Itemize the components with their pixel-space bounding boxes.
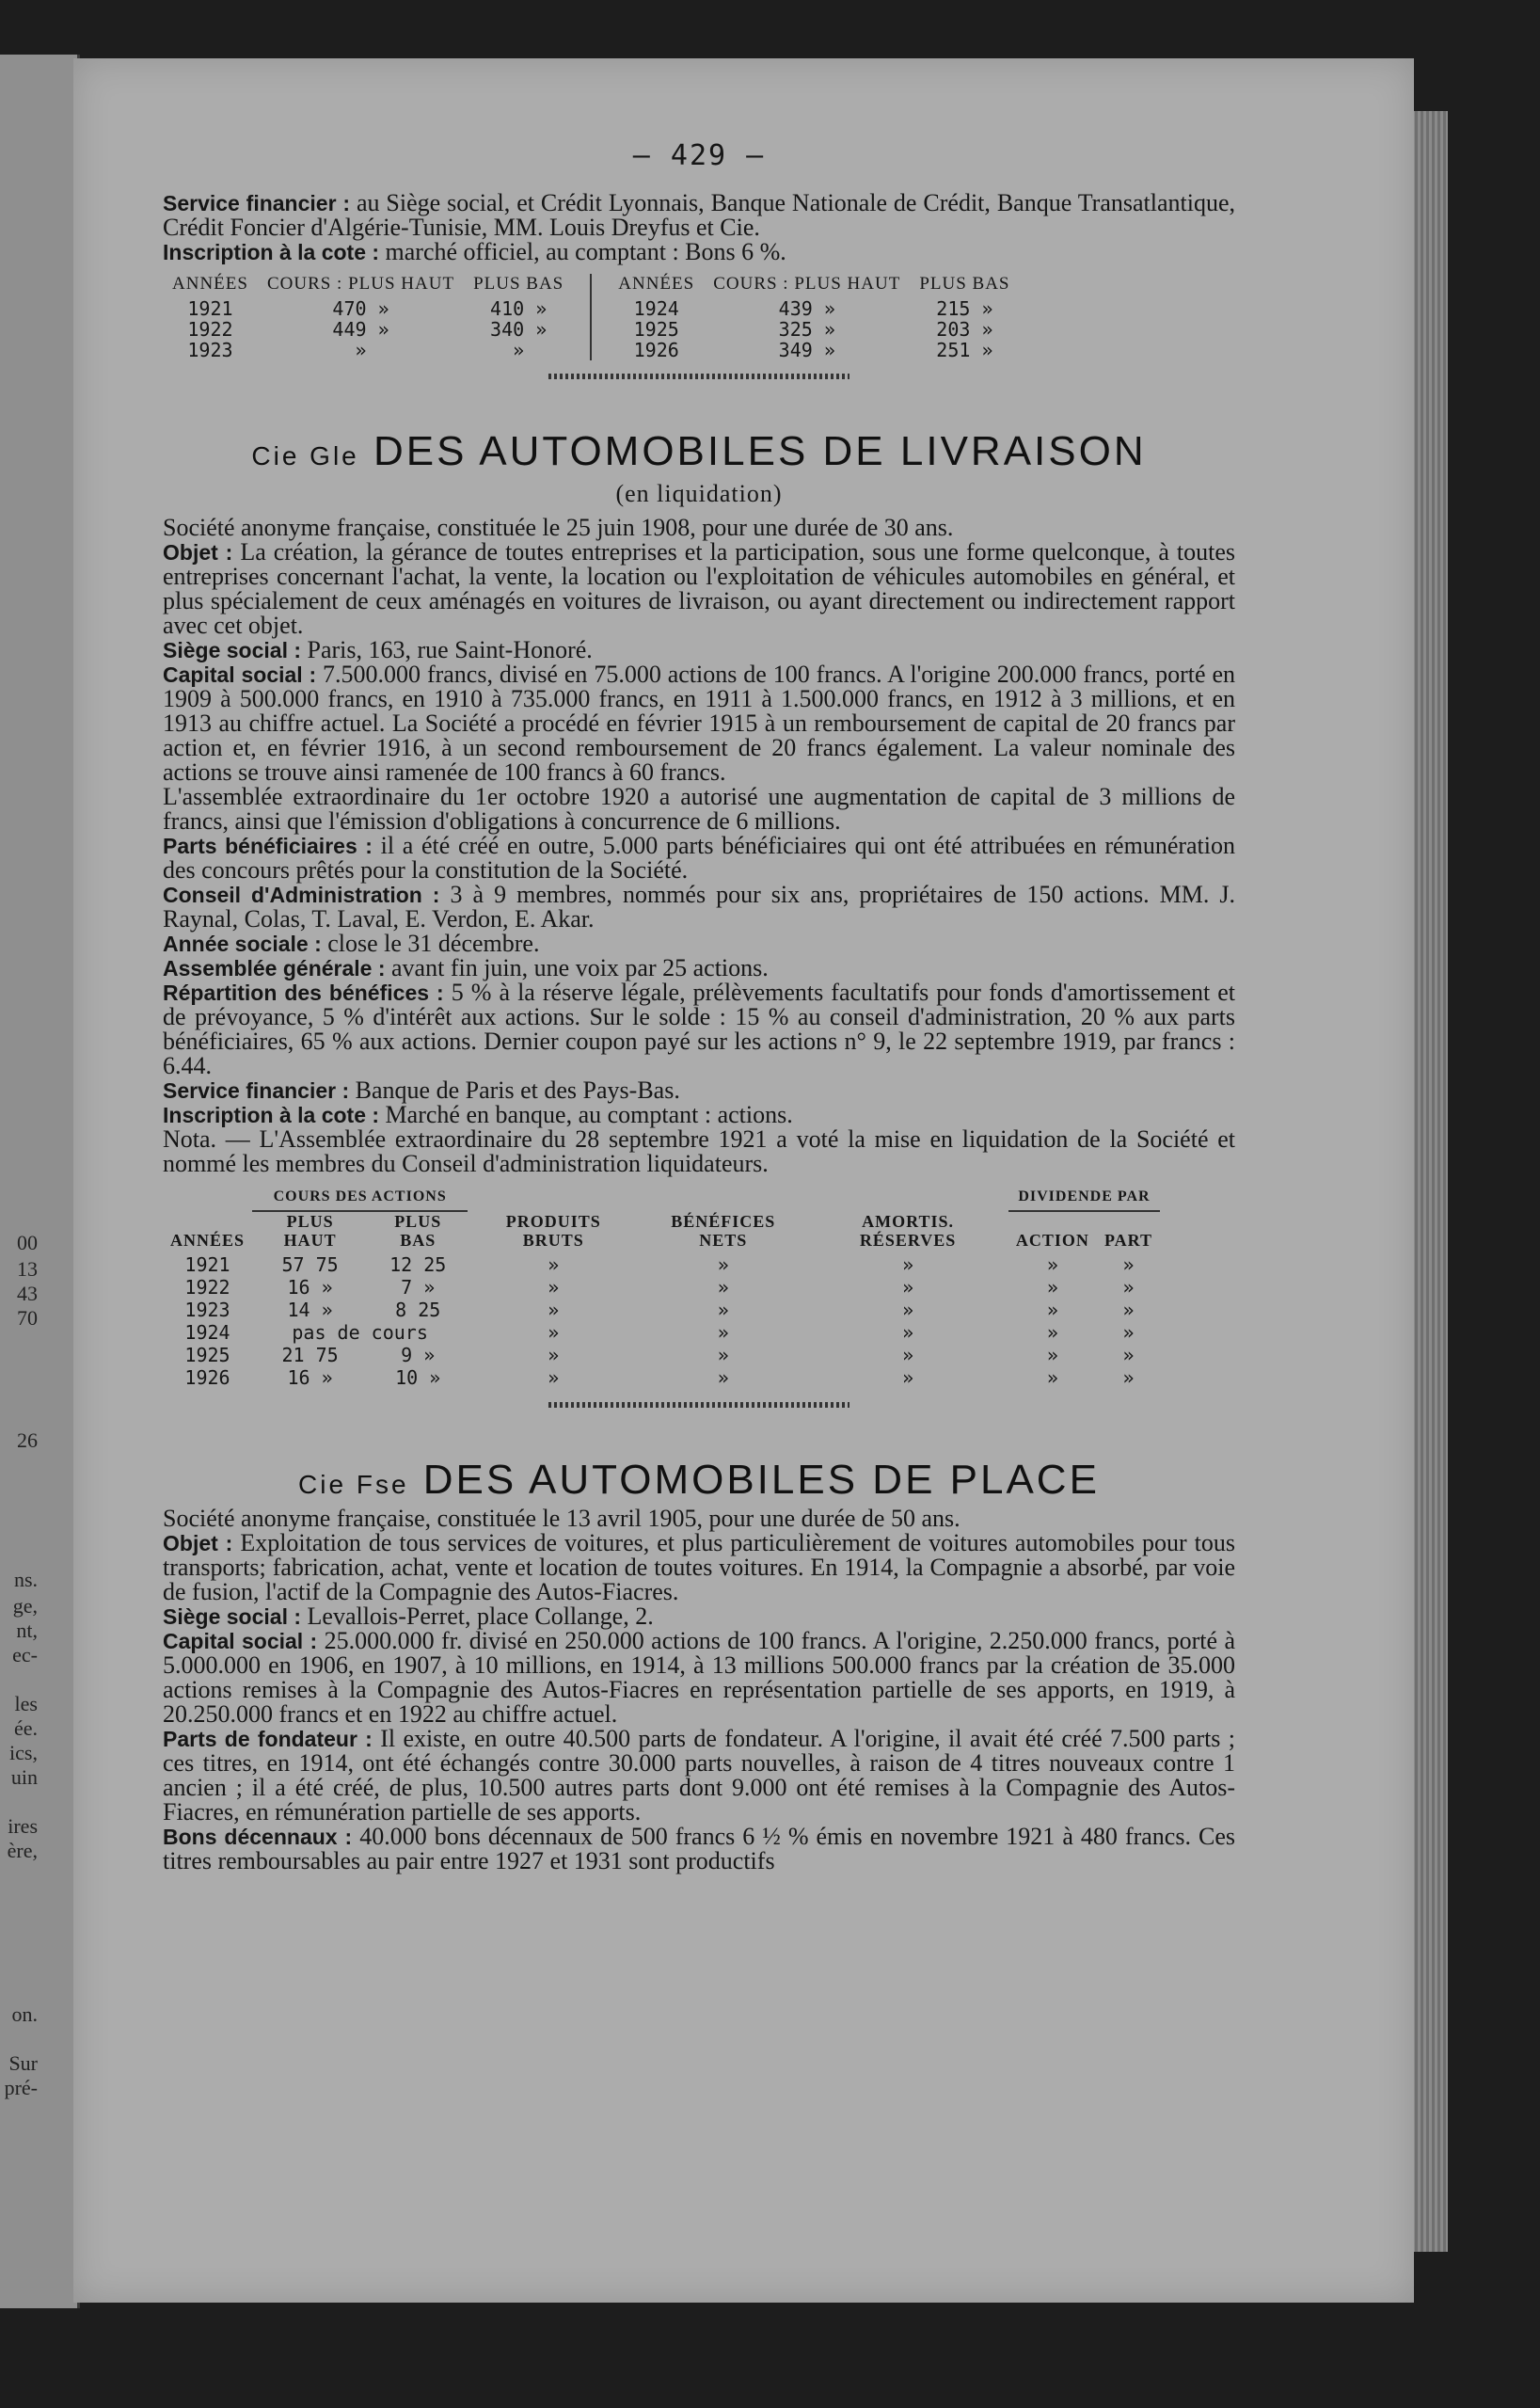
- field-text: close le 31 décembre.: [327, 930, 540, 957]
- field-label: Inscription à la cote :: [163, 1103, 380, 1127]
- column-header: PART: [1103, 1231, 1152, 1250]
- left-fragment: 70: [17, 1306, 38, 1330]
- paragraph: [163, 1629, 1235, 1727]
- paragraph: [163, 240, 1235, 264]
- field-text: 25.000.000 fr. divisé en 250.000 actions de 100 francs. A l'origine, 2.250.000 francs, porté à 5.000.000 en 1906, en 1907, à 10 millions, en 1914, à 13 millions 500.000 francs par la création de 35.000 actions remises à la Compagnie des Autos-Fiacres en représentation partielle de ses apports, en 1919, à 20.250.000 francs et en 1922 au chiffre actuel.: [163, 1627, 1236, 1728]
- table-row: [609, 298, 1019, 319]
- table-cell: »: [548, 1299, 560, 1321]
- field-label: Service financier :: [163, 1078, 350, 1103]
- table-cell: pas de cours: [292, 1321, 428, 1344]
- field-text: Exploitation de tous services de voitures, et plus particulièrement de voitures automobiles pour tous transports; fabrication, achat, vente et location de toutes voitures. En 1914, la Compagnie a absorbé, par voie de fusion, l'actif de la Compagnie des Autos-Fiacres.: [163, 1529, 1236, 1605]
- left-fragment: ère,: [7, 1839, 38, 1862]
- field-label: Capital social :: [163, 662, 317, 687]
- column-group-header: DIVIDENDE PAR: [1008, 1188, 1160, 1211]
- column-header: PLUS BAS: [919, 274, 1010, 294]
- table-cell: 325 »: [778, 318, 835, 341]
- left-fragment: les: [14, 1692, 38, 1715]
- paragraph: Société anonyme française, constituée le 13 avril 1905, pour une durée de 50 ans.: [163, 1505, 961, 1532]
- paragraph: [163, 662, 1235, 785]
- table-cell: 340 »: [490, 318, 548, 341]
- table-cell: »: [1046, 1321, 1058, 1344]
- section-title-main: DES AUTOMOBILES DE LIVRAISON: [373, 428, 1147, 474]
- left-fragment: 43: [17, 1282, 38, 1305]
- field-label: Conseil d'Administration :: [163, 883, 440, 907]
- left-fragment: 26: [17, 1428, 38, 1452]
- table-cell: »: [1122, 1344, 1135, 1366]
- table-cell: 1926: [184, 1366, 230, 1389]
- paragraph: [163, 834, 1235, 883]
- table-cell: 349 »: [778, 339, 835, 361]
- left-page-edge: [0, 55, 80, 2308]
- field-text: avant fin juin, une voix par 25 actions.: [391, 954, 769, 981]
- section-title-main: DES AUTOMOBILES DE PLACE: [422, 1457, 1100, 1503]
- table-cell: 12 25: [389, 1253, 447, 1276]
- column-header: ANNÉES: [618, 274, 695, 294]
- table-cell: 8 25: [395, 1299, 441, 1321]
- field-text: Il existe, en outre 40.500 parts de fondateur. A l'origine, il avait été créé 7.500 parts ; ces titres, en 1914, ont été échangés contre 30.000 parts nouvelles, à raison de 4 titres nouveaux contre 1 ancien ; il a été créé, de plus, 10.500 autres parts dont 9.000 ont été remises à la Compagnie des Autos-Fiacres, en rémunération partielle de ses apports.: [163, 1725, 1235, 1826]
- paragraph: [163, 1103, 1235, 1127]
- table-cell: 215 »: [936, 297, 993, 320]
- table-row: [163, 319, 573, 340]
- field-text: Banque de Paris et des Pays-Bas.: [355, 1076, 680, 1104]
- table-cell: »: [1122, 1276, 1135, 1299]
- table-cell: 10 »: [395, 1366, 441, 1389]
- table-cell: »: [902, 1276, 914, 1299]
- table-row: [163, 1299, 1160, 1321]
- table-cell: 21 75: [281, 1344, 339, 1366]
- left-fragment: uin: [10, 1765, 38, 1789]
- table-cell: »: [717, 1321, 729, 1344]
- table-cell: 14 »: [287, 1299, 333, 1321]
- field-label: Siège social :: [163, 638, 302, 662]
- column-group-header: COURS DES ACTIONS: [252, 1188, 468, 1211]
- section-title-prefix: Cie Gle: [251, 441, 359, 470]
- table-cell: »: [548, 1276, 560, 1299]
- table-row: [163, 1366, 1160, 1389]
- left-fragment: ec-: [12, 1643, 38, 1666]
- page-number: — 429 —: [632, 139, 766, 172]
- table-cell: »: [902, 1299, 914, 1321]
- field-label: Service financier :: [163, 191, 351, 215]
- table-cell: 439 »: [778, 297, 835, 320]
- book-page: [73, 58, 1414, 2303]
- quotes-table: [163, 274, 1235, 360]
- table-cell: 1925: [184, 1344, 230, 1366]
- field-text: il a été créé en outre, 5.000 parts bénéficiaires qui ont été attribuées en rémunération des concours prêtés pour la constitution de la Société.: [163, 832, 1236, 884]
- paragraph: [163, 1078, 1235, 1103]
- table-cell: »: [1046, 1299, 1058, 1321]
- section-title: [163, 430, 1235, 478]
- table-cell: »: [717, 1344, 729, 1366]
- field-label: Capital social :: [163, 1629, 318, 1653]
- table-cell: 1922: [187, 318, 233, 341]
- table-row: [609, 340, 1019, 360]
- table-cell: 57 75: [281, 1253, 339, 1276]
- left-fragment: ge,: [12, 1594, 38, 1618]
- table-cell: 7 »: [401, 1276, 436, 1299]
- table-cell: »: [548, 1344, 560, 1366]
- quotes-table-right: [609, 274, 1019, 360]
- table-cell: »: [355, 339, 367, 361]
- table-cell: »: [1046, 1366, 1058, 1389]
- field-text: Levallois-Perret, place Collange, 2.: [307, 1603, 654, 1630]
- paragraph: [163, 1825, 1235, 1874]
- paragraph: Nota. — L'Assemblée extraordinaire du 28 septembre 1921 a voté la mise en liquidation de la Société et nommé les membres du Conseil d'administration liquidateurs.: [163, 1125, 1235, 1177]
- field-label: Inscription à la cote :: [163, 240, 380, 264]
- field-label: Parts bénéficiaires :: [163, 834, 373, 858]
- table-cell: »: [902, 1344, 914, 1366]
- table-row: [163, 1344, 1160, 1366]
- left-fragment: ée.: [13, 1716, 38, 1740]
- field-label: Parts de fondateur :: [163, 1727, 373, 1751]
- field-text: 5 % à la réserve légale, prélèvements facultatifs pour fonds d'amortissement et de prévoyance, 5 % d'intérêt aux actions. Sur le solde : 15 % au conseil d'administration, 20 % aux parts bénéficiaires, 65 % aux actions. Dernier coupon payé sur les actions n° 9, le 22 septembre 1919, par francs : 6.44.: [163, 979, 1236, 1079]
- left-fragment: ics,: [9, 1741, 38, 1764]
- table-cell: »: [513, 339, 525, 361]
- quotes-table-left: [163, 274, 573, 360]
- table-cell: 16 »: [287, 1366, 333, 1389]
- left-fragment: Sur: [8, 2051, 38, 2075]
- table-cell: 16 »: [287, 1276, 333, 1299]
- table-cell: 449 »: [332, 318, 389, 341]
- table-cell: »: [1122, 1321, 1135, 1344]
- paragraph: [163, 1604, 1235, 1629]
- section-title: [163, 1459, 1235, 1507]
- field-label: Assemblée générale :: [163, 956, 386, 981]
- left-fragment: 13: [17, 1257, 38, 1281]
- field-label: Objet :: [163, 540, 233, 565]
- table-cell: »: [1046, 1276, 1058, 1299]
- paragraph: [163, 191, 1235, 240]
- left-fragment: pré-: [4, 2076, 38, 2099]
- performance-table: [163, 1188, 1160, 1389]
- left-fragment: ires: [8, 1814, 38, 1838]
- table-cell: 9 »: [401, 1344, 436, 1366]
- field-text: Paris, 163, rue Saint-Honoré.: [307, 636, 593, 663]
- table-cell: »: [548, 1366, 560, 1389]
- field-text: Marché en banque, au comptant : actions.: [385, 1101, 793, 1128]
- table-cell: »: [717, 1253, 729, 1276]
- column-header: ANNÉES: [172, 274, 248, 294]
- table-cell: »: [717, 1366, 729, 1389]
- field-text: au Siège social, et Crédit Lyonnais, Banque Nationale de Crédit, Banque Transatlantique, Crédit Foncier d'Algérie-Tunisie, MM. Louis Dreyfus et Cie.: [163, 189, 1236, 241]
- table-cell: 410 »: [490, 297, 548, 320]
- table-cell: »: [548, 1321, 560, 1344]
- table-cell: »: [1122, 1253, 1135, 1276]
- column-divider: [590, 274, 592, 360]
- field-text: 7.500.000 francs, divisé en 75.000 actions de 100 francs. A l'origine 200.000 francs, porté en 1909 à 500.000 francs, en 1910 à 735.000 francs, en 1911 à 1.500.000 francs, en 1912 à 3 millions, et en 1913 au chiffre actuel. La Société a procédé en février 1915 à un remboursement de capital de 20 francs par action et, en février 1916, à un second remboursement de 20 francs également. La valeur nominale des actions se trouve ainsi ramenée de 100 francs à 60 francs.: [163, 661, 1235, 786]
- table-cell: »: [717, 1276, 729, 1299]
- table-cell: 1923: [187, 339, 233, 361]
- left-fragment: on.: [11, 2002, 38, 2026]
- field-text: marché officiel, au comptant : Bons 6 %.: [385, 238, 786, 265]
- table-cell: »: [1046, 1253, 1058, 1276]
- table-row: [163, 1276, 1160, 1299]
- field-text: 3 à 9 membres, nommés pour six ans, propriétaires de 150 actions. MM. J. Raynal, Colas, T. Laval, E. Verdon, E. Akar.: [163, 881, 1236, 933]
- table-cell: 1926: [633, 339, 679, 361]
- field-label: Répartition des bénéfices :: [163, 981, 444, 1005]
- table-row: [163, 1321, 1160, 1344]
- table-cell: 1921: [184, 1253, 230, 1276]
- column-header: ACTION: [1015, 1231, 1089, 1250]
- table-cell: 1924: [184, 1321, 230, 1344]
- field-text: 40.000 bons décennaux de 500 francs 6 ½ % émis en novembre 1921 à 480 francs. Ces titres remboursables au pair entre 1927 et 1931 sont productifs: [163, 1823, 1235, 1874]
- paragraph: [163, 638, 1235, 662]
- table-cell: 251 »: [936, 339, 993, 361]
- page-content: [163, 139, 1235, 1874]
- table-cell: »: [902, 1366, 914, 1389]
- table-cell: 1925: [633, 318, 679, 341]
- table-cell: 1924: [633, 297, 679, 320]
- section-separator: [548, 1402, 849, 1408]
- paragraph: [163, 956, 1235, 981]
- table-cell: 470 »: [332, 297, 389, 320]
- table-cell: »: [1122, 1299, 1135, 1321]
- paragraph: [163, 981, 1235, 1078]
- field-label: Siège social :: [163, 1604, 302, 1629]
- table-cell: 1921: [187, 297, 233, 320]
- paragraph: [163, 540, 1235, 638]
- paragraph: [163, 883, 1235, 932]
- column-header: PLUS BAS: [473, 274, 564, 294]
- section-title-prefix: Cie Fse: [298, 1470, 409, 1499]
- paragraph: [163, 1531, 1235, 1604]
- table-cell: »: [902, 1321, 914, 1344]
- table-row: [163, 298, 573, 319]
- table-cell: »: [1046, 1344, 1058, 1366]
- table-cell: »: [548, 1253, 560, 1276]
- column-header: AMORTIS. RÉSERVES: [859, 1212, 957, 1250]
- section-separator: [548, 374, 849, 379]
- table-cell: 203 »: [936, 318, 993, 341]
- field-label: Objet :: [163, 1531, 233, 1555]
- section-subtitle: (en liquidation): [615, 480, 783, 507]
- field-text: La création, la gérance de toutes entreprises et la participation, sous une forme quelconque, à toutes entreprises concernant l'achat, la vente, la location ou l'exploitation de véhicules automobiles en général, et plus spécialement de ceux aménagés en voitures de livraison, ou ayant directement ou indirectement rapport avec cet objet.: [163, 538, 1235, 639]
- paragraph: Société anonyme française, constituée le 25 juin 1908, pour une durée de 30 ans.: [163, 514, 954, 541]
- left-fragment: 00: [17, 1231, 38, 1254]
- column-header: ANNÉES: [170, 1231, 246, 1250]
- column-header: PRODUITS BRUTS: [505, 1212, 601, 1250]
- column-header: PLUS BAS: [394, 1212, 442, 1250]
- column-header: COURS : PLUS HAUT: [266, 274, 455, 294]
- paragraph: [163, 1727, 1235, 1825]
- table-cell: 1922: [184, 1276, 230, 1299]
- table-cell: »: [1122, 1366, 1135, 1389]
- column-header: BÉNÉFICES NETS: [671, 1212, 776, 1250]
- table-cell: »: [902, 1253, 914, 1276]
- paragraph: L'assemblée extraordinaire du 1er octobre 1920 a autorisé une augmentation de capital de 3 millions de francs, ainsi que l'émission d'obligations à concurrence de 6 millions.: [163, 783, 1235, 835]
- table-cell: 1923: [184, 1299, 230, 1321]
- table-row: [609, 319, 1019, 340]
- paragraph: [163, 932, 1235, 956]
- table-row: [163, 340, 573, 360]
- field-label: Année sociale :: [163, 932, 322, 956]
- column-header: PLUS HAUT: [283, 1212, 337, 1250]
- field-label: Bons décennaux :: [163, 1825, 353, 1849]
- column-header: COURS : PLUS HAUT: [713, 274, 901, 294]
- left-fragment: ns.: [13, 1568, 38, 1591]
- left-fragment: nt,: [16, 1619, 38, 1642]
- table-row: [163, 1253, 1160, 1276]
- table-cell: »: [717, 1299, 729, 1321]
